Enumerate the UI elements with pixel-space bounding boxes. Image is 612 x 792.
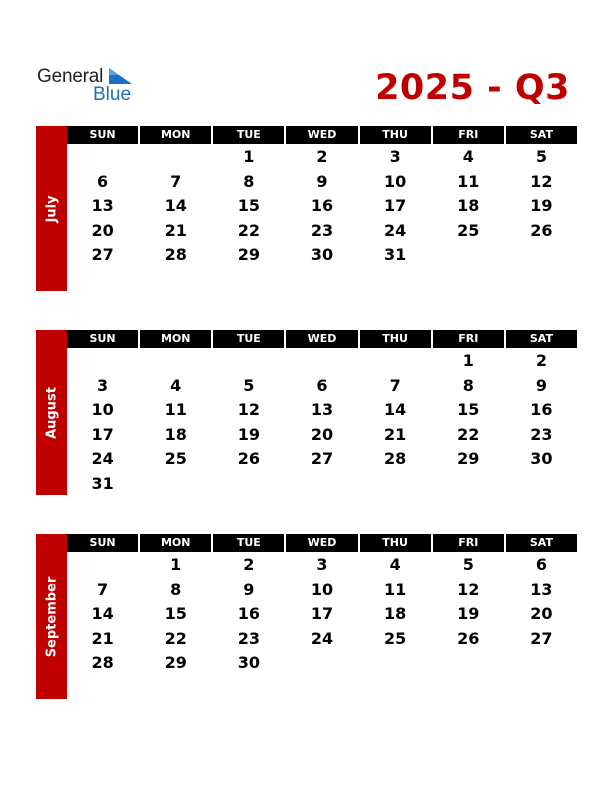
day-cell (506, 268, 577, 293)
day-cell: 27 (310, 449, 334, 468)
weekday-header-sat: SAT (506, 126, 577, 144)
weekday-header-thu: THU (360, 534, 431, 552)
day-cell: 26 (457, 628, 480, 648)
month-calendar-august (36, 330, 577, 495)
day-cell: 8 (462, 375, 474, 395)
day-cell (213, 676, 284, 701)
page-title: 2025 - Q3 (375, 68, 570, 108)
week-row (67, 423, 577, 448)
weekday-header-tue: TUE (213, 126, 284, 144)
week-row (67, 349, 577, 374)
month-name: September (44, 576, 59, 657)
month-side-bar (36, 126, 67, 291)
weekday-header-sun: SUN (67, 534, 138, 552)
weekday-header-sun: SUN (67, 126, 138, 144)
day-cell (506, 676, 577, 701)
day-cell: 11 (457, 171, 480, 191)
month-side-bar (36, 534, 67, 699)
weekday-header-wed: WED (286, 330, 357, 348)
day-cell (140, 268, 211, 293)
day-cell: 10 (310, 579, 334, 599)
day-cell: 28 (384, 449, 407, 468)
day-cell: 24 (384, 220, 407, 240)
day-cell: 1 (243, 147, 255, 166)
weekday-header-row (67, 330, 577, 348)
day-cell: 8 (170, 579, 182, 599)
day-cell: 13 (310, 400, 334, 419)
month-grid (67, 330, 577, 496)
day-cell: 14 (91, 604, 114, 623)
day-cell: 26 (237, 449, 260, 468)
day-cell (67, 553, 138, 578)
day-cell: 20 (91, 220, 114, 240)
week-rows (67, 552, 577, 700)
day-cell: 29 (237, 245, 260, 264)
day-cell: 6 (535, 555, 547, 574)
day-cell: 2 (535, 351, 547, 370)
day-cell: 5 (535, 147, 547, 166)
day-cell (506, 472, 577, 497)
day-cell (433, 651, 504, 676)
day-cell: 10 (384, 171, 407, 191)
day-cell: 17 (310, 604, 334, 623)
day-cell: 28 (164, 245, 187, 264)
day-cell: 9 (243, 579, 255, 599)
logo-word-blue: Blue (93, 84, 132, 105)
week-row (67, 578, 577, 603)
weekday-header-sat: SAT (506, 534, 577, 552)
day-cell (67, 145, 138, 170)
day-cell (286, 651, 357, 676)
day-cell (213, 472, 284, 497)
day-cell: 2 (316, 147, 328, 166)
weekday-header-wed: WED (286, 534, 357, 552)
day-cell: 31 (91, 473, 114, 493)
day-cell: 8 (243, 171, 255, 191)
month-name: July (44, 194, 59, 223)
weekday-header-tue: TUE (213, 330, 284, 348)
weekday-header-row (67, 534, 577, 552)
day-cell (433, 268, 504, 293)
day-cell: 17 (384, 196, 407, 215)
day-cell (67, 268, 138, 293)
day-cell: 14 (164, 196, 187, 215)
day-cell: 27 (91, 245, 114, 264)
day-cell: 26 (530, 220, 553, 240)
weekday-header-mon: MON (140, 534, 211, 552)
day-cell (433, 243, 504, 268)
day-cell: 30 (530, 449, 553, 468)
month-side-bar (36, 330, 67, 495)
day-cell: 11 (164, 400, 187, 419)
day-cell: 7 (389, 375, 401, 395)
day-cell: 5 (243, 375, 255, 395)
day-cell: 13 (91, 196, 114, 215)
day-cell: 30 (237, 653, 260, 672)
day-cell: 9 (316, 171, 328, 191)
day-cell: 18 (164, 424, 187, 444)
day-cell (67, 349, 138, 374)
month-calendar-july (36, 126, 577, 291)
day-cell: 15 (164, 604, 187, 623)
week-row (67, 268, 577, 293)
day-cell: 3 (389, 147, 401, 166)
day-cell: 16 (310, 196, 334, 215)
day-cell: 1 (462, 351, 474, 370)
day-cell (286, 349, 357, 374)
weekday-header-sun: SUN (67, 330, 138, 348)
day-cell (506, 651, 577, 676)
day-cell (213, 268, 284, 293)
day-cell: 7 (97, 579, 109, 599)
day-cell: 21 (384, 424, 407, 444)
week-row (67, 447, 577, 472)
day-cell: 23 (237, 628, 260, 648)
week-row (67, 602, 577, 627)
day-cell: 19 (457, 604, 480, 623)
day-cell (140, 676, 211, 701)
day-cell: 20 (530, 604, 553, 623)
day-cell: 18 (457, 196, 480, 215)
day-cell: 4 (462, 147, 474, 166)
day-cell: 22 (457, 424, 480, 444)
day-cell: 30 (310, 245, 334, 264)
day-cell: 1 (170, 555, 182, 574)
weekday-header-row (67, 126, 577, 144)
month-grid (67, 534, 577, 700)
day-cell: 21 (91, 628, 114, 648)
day-cell: 22 (237, 220, 260, 240)
week-row (67, 243, 577, 268)
weekday-header-mon: MON (140, 330, 211, 348)
week-rows (67, 144, 577, 292)
day-cell: 9 (535, 375, 547, 395)
day-cell: 15 (457, 400, 480, 419)
blue-triangle-logo-icon (109, 68, 132, 84)
day-cell: 31 (384, 245, 407, 264)
day-cell: 12 (530, 171, 553, 191)
week-row (67, 145, 577, 170)
week-row (67, 219, 577, 244)
week-row (67, 676, 577, 701)
day-cell (506, 243, 577, 268)
day-cell: 29 (457, 449, 480, 468)
day-cell: 27 (530, 628, 553, 648)
day-cell: 23 (530, 424, 553, 444)
day-cell: 16 (530, 400, 553, 419)
day-cell: 24 (91, 449, 114, 468)
day-cell: 2 (243, 555, 255, 574)
day-cell: 12 (457, 579, 480, 599)
week-row (67, 627, 577, 652)
day-cell: 24 (310, 628, 334, 648)
day-cell (360, 651, 431, 676)
weekday-header-thu: THU (360, 126, 431, 144)
day-cell (433, 676, 504, 701)
day-cell: 5 (462, 555, 474, 574)
day-cell: 14 (384, 400, 407, 419)
day-cell (286, 472, 357, 497)
week-row (67, 170, 577, 195)
weekday-header-wed: WED (286, 126, 357, 144)
day-cell (286, 676, 357, 701)
week-row (67, 553, 577, 578)
day-cell (360, 349, 431, 374)
weekday-header-mon: MON (140, 126, 211, 144)
weekday-header-fri: FRI (433, 534, 504, 552)
day-cell: 3 (97, 375, 109, 395)
day-cell: 3 (316, 555, 328, 574)
day-cell: 10 (91, 400, 114, 419)
week-row (67, 194, 577, 219)
day-cell (360, 472, 431, 497)
day-cell: 15 (237, 196, 260, 215)
week-row (67, 398, 577, 423)
weekday-header-thu: THU (360, 330, 431, 348)
day-cell (213, 349, 284, 374)
day-cell: 6 (97, 171, 109, 191)
day-cell (140, 472, 211, 497)
day-cell: 7 (170, 171, 182, 191)
logo-word-general: General (37, 66, 104, 87)
week-row (67, 472, 577, 497)
day-cell (140, 349, 211, 374)
month-name: August (44, 386, 59, 439)
week-row (67, 374, 577, 399)
week-rows (67, 348, 577, 496)
day-cell: 19 (237, 424, 260, 444)
day-cell (67, 676, 138, 701)
day-cell (360, 676, 431, 701)
day-cell (286, 268, 357, 293)
logo (37, 66, 147, 106)
weekday-header-tue: TUE (213, 534, 284, 552)
day-cell: 18 (384, 604, 407, 623)
day-cell: 21 (164, 220, 187, 240)
day-cell: 28 (91, 653, 114, 672)
day-cell: 6 (316, 375, 328, 395)
day-cell: 12 (237, 400, 260, 419)
day-cell: 11 (384, 579, 407, 599)
month-calendar-september (36, 534, 577, 699)
day-cell: 25 (457, 220, 480, 240)
weekday-header-sat: SAT (506, 330, 577, 348)
day-cell: 29 (164, 653, 187, 672)
day-cell: 25 (164, 449, 187, 468)
day-cell: 16 (237, 604, 260, 623)
week-row (67, 651, 577, 676)
day-cell (140, 145, 211, 170)
day-cell: 19 (530, 196, 553, 215)
weekday-header-fri: FRI (433, 330, 504, 348)
day-cell: 22 (164, 628, 187, 648)
day-cell (360, 268, 431, 293)
day-cell: 4 (170, 375, 182, 395)
day-cell (433, 472, 504, 497)
day-cell: 17 (91, 424, 114, 444)
day-cell: 4 (389, 555, 401, 574)
day-cell: 25 (384, 628, 407, 648)
day-cell: 23 (310, 220, 334, 240)
day-cell: 13 (530, 579, 553, 599)
day-cell: 20 (310, 424, 334, 444)
month-grid (67, 126, 577, 292)
weekday-header-fri: FRI (433, 126, 504, 144)
